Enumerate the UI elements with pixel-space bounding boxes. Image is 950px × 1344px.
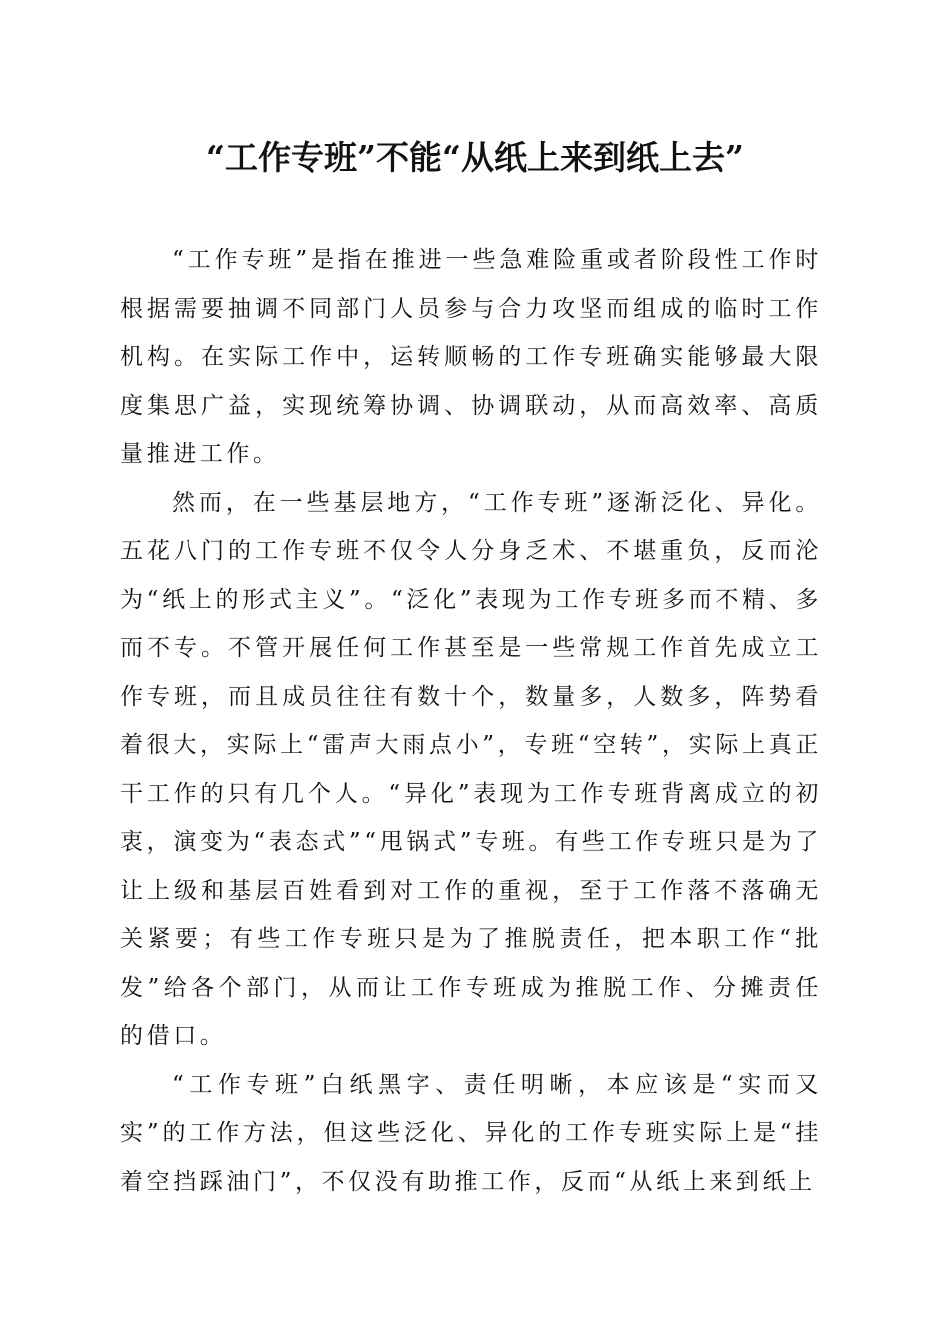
document-body — [120, 236, 822, 1206]
paragraph-1: “工作专班”是指在推进一些急难险重或者阶段性工作时根据需要抽调不同部门人员参与合力攻坚而组成的临时工作机构。在实际工作中，运转顺畅的工作专班确实能够最大限度集思广益，实现统筹协调、协调联动，从而高效率、高质量推进工作。 — [120, 247, 822, 467]
paragraph-3: “工作专班”白纸黑字、责任明晰，本应该是“实而又实”的工作方法，但这些泛化、异化的工作专班实际上是“挂着空挡踩油门”，不仅没有助推工作，反而“从纸上来到纸上 — [120, 1071, 822, 1195]
document-title: “工作专班”不能“从纸上来到纸上去” — [206, 138, 744, 177]
paragraph-2: 然而，在一些基层地方，“工作专班”逐渐泛化、异化。五花八门的工作专班不仅令人分身乏术、不堪重负，反而沦为“纸上的形式主义”。“泛化”表现为工作专班多而不精、多而不专。不管开展任何工作甚至是一些常规工作首先成立工作专班，而且成员往往有数十个，数量多，人数多，阵势看着很大，实际上“雷声大雨点小”，专班“空转”，实际上真正干工作的只有几个人。“异化”表现为工作专班背离成立的初衷，演变为“表态式”“甩锅式”专班。有些工作专班只是为了让上级和基层百姓看到对工作的重视，至于工作落不落确无关紧要；有些工作专班只是为了推脱责任，把本职工作“批发”给各个部门，从而让工作专班成为推脱工作、分摊责任的借口。 — [120, 489, 822, 1049]
